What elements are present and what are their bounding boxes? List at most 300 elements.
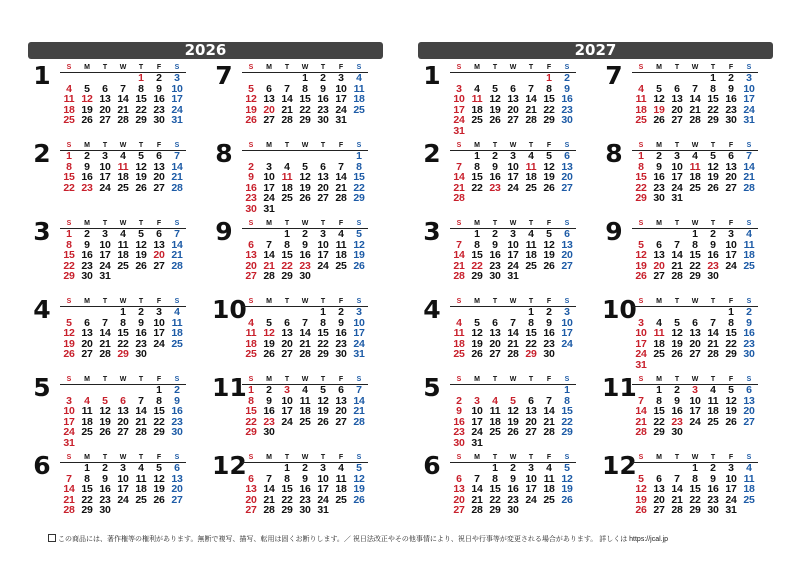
day-cell: 23 [135,337,147,350]
day-cell: 27 [525,426,537,438]
day-cell: 18 [117,249,129,261]
day-cell: 15 [653,405,665,417]
day-cell: 8 [692,238,698,251]
day-cell: 17 [153,327,165,339]
weekday-label: F [156,142,162,149]
day-cell: 23 [317,103,329,116]
day-cell: 21 [63,493,75,506]
day-cell: 2 [674,384,680,396]
day-cell: 2 [338,306,344,318]
day-cell: 10 [453,93,465,105]
day-cell: 15 [561,405,573,417]
day-cell: 3 [120,462,126,474]
day-cell: 2 [564,72,570,84]
weekday-label: S [248,220,254,227]
weekday-label: S [564,220,570,227]
day-cell: 11 [689,160,701,173]
day-cell: 17 [453,103,465,116]
day-cell: 19 [507,415,519,428]
day-cell: 5 [638,472,644,485]
day-cell: 7 [284,82,290,95]
day-cell: 6 [656,238,662,251]
day-cell: 17 [507,171,519,183]
day-cell: 2 [656,150,662,162]
day-cell: 31 [335,114,347,126]
day-cell: 11 [653,327,665,339]
day-cell: 14 [453,171,465,183]
month-2026-2 [30,139,185,212]
day-cell: 10 [471,405,483,417]
weekday-label: W [301,142,309,149]
day-cell: 15 [543,93,555,105]
day-cell: 22 [135,103,147,116]
day-cell: 15 [63,171,75,183]
day-cell: 3 [510,228,516,240]
weekday-label: M [474,376,480,383]
day-cell: 22 [281,259,293,272]
weekday-label: S [564,454,570,461]
day-cell: 24 [99,181,111,194]
month-2027-8 [602,139,757,212]
day-cell: 10 [689,394,701,407]
weekday-label: S [456,64,462,71]
day-cell: 10 [335,82,347,95]
day-cell: 5 [156,462,162,474]
weekday-label: W [119,454,127,461]
weekday-label: W [509,298,517,305]
month-number: 12 [602,451,637,480]
day-cell: 18 [117,171,129,183]
week-row [242,484,368,495]
day-cell: 28 [263,270,275,282]
day-cell: 5 [102,394,108,407]
weekday-label: T [528,298,534,305]
day-cell: 28 [171,181,183,194]
weekday-label: S [638,64,644,71]
day-cell: 25 [525,259,537,272]
month-grid [632,454,758,516]
weekday-label: T [710,64,716,71]
weekday-label: W [301,376,309,383]
weekday-label: F [728,298,734,305]
day-cell: 1 [248,384,254,396]
day-cell: 28 [671,270,683,282]
day-cell: 25 [335,493,347,506]
day-cell: 7 [356,384,362,396]
week-row [450,115,576,126]
day-cell: 24 [117,493,129,506]
day-cell: 7 [174,150,180,162]
day-cell: 21 [281,103,293,116]
day-cell: 5 [356,462,362,474]
day-cell: 15 [707,93,719,105]
day-cell: 4 [546,462,552,474]
day-cell: 28 [299,348,311,360]
day-cell: 3 [728,228,734,240]
day-cell: 12 [353,238,365,251]
day-cell: 7 [66,472,72,485]
day-cell: 7 [174,228,180,240]
day-cell: 28 [171,259,183,272]
weekday-header [60,64,186,73]
footer-text: この商品には、著作権等の権利があります。無断で複写、描写、転用は固くお断りします。／ 祝日法改正やその他事情により、祝日や行事等が変更される場合があります。 詳しくは https://jcal.jp [58,536,669,543]
day-cell: 22 [543,103,555,116]
weekday-label: W [119,220,127,227]
weekday-label: T [674,220,680,227]
month-number: 10 [212,295,247,324]
weekday-label: S [174,454,180,461]
weekday-label: S [356,64,362,71]
day-cell: 12 [707,160,719,173]
day-cell: 2 [710,462,716,474]
day-cell: 9 [138,316,144,329]
day-cell: 25 [171,337,183,350]
day-cell: 23 [99,493,111,506]
day-cell: 7 [528,82,534,95]
day-cell: 13 [525,405,537,417]
week-row [242,328,368,339]
day-cell: 30 [561,114,573,126]
weekday-label: S [174,142,180,149]
day-cell: 11 [245,327,257,339]
day-cell: 9 [302,238,308,251]
week-row [632,385,758,396]
day-cell: 4 [528,150,534,162]
day-cell: 16 [299,483,311,495]
day-cell: 18 [635,103,647,116]
weekday-header [450,298,576,307]
day-cell: 24 [507,259,519,272]
day-cell: 27 [281,348,293,360]
month-number: 6 [33,451,51,480]
day-cell: 25 [453,348,465,360]
day-cell: 25 [635,114,647,126]
day-cell: 4 [66,82,72,95]
day-cell: 7 [674,238,680,251]
day-cell: 9 [510,472,516,485]
day-cell: 14 [635,405,647,417]
checkbox-square-icon [48,534,56,542]
day-cell: 15 [471,249,483,261]
month-number: 8 [605,139,623,168]
month-number: 5 [423,373,441,402]
week-row [242,94,368,105]
day-cell: 21 [743,171,755,183]
month-2027-2 [420,139,575,212]
weekday-label: S [174,220,180,227]
day-cell: 26 [63,348,75,360]
day-cell: 21 [171,171,183,183]
weekday-header [242,142,368,151]
day-cell: 4 [638,82,644,95]
day-cell: 22 [281,493,293,506]
day-cell: 5 [638,238,644,251]
day-cell: 10 [63,405,75,417]
day-cell: 28 [743,181,755,194]
day-cell: 30 [135,348,147,360]
week-row [242,427,368,438]
day-cell: 1 [564,384,570,396]
day-cell: 23 [263,415,275,428]
week-row [450,505,576,516]
day-cell: 18 [81,415,93,428]
day-cell: 16 [507,483,519,495]
day-cell: 14 [135,405,147,417]
day-cell: 1 [474,228,480,240]
day-cell: 17 [743,93,755,105]
weekday-label: T [284,64,290,71]
day-cell: 17 [99,171,111,183]
weekday-label: M [474,220,480,227]
day-cell: 27 [317,192,329,204]
week-row [632,360,758,371]
day-cell: 24 [725,259,737,272]
week-row [632,229,758,240]
day-cell: 15 [525,327,537,339]
day-cell: 21 [635,415,647,428]
day-cell: 20 [653,493,665,506]
day-cell: 31 [353,348,365,360]
day-cell: 9 [84,160,90,173]
day-cell: 10 [353,316,365,329]
day-cell: 18 [335,483,347,495]
day-cell: 15 [489,483,501,495]
weekday-label: T [284,142,290,149]
week-row [632,328,758,339]
month-grid [60,298,186,360]
day-cell: 5 [546,228,552,240]
day-cell: 2 [84,150,90,162]
week-row [60,307,186,318]
weekday-label: S [174,64,180,71]
month-number: 1 [423,61,441,90]
day-cell: 6 [728,150,734,162]
day-cell: 22 [635,181,647,194]
day-cell: 18 [707,405,719,417]
day-cell: 16 [743,327,755,339]
day-cell: 31 [317,504,329,516]
day-cell: 24 [525,493,537,506]
day-cell: 19 [353,483,365,495]
day-cell: 15 [689,249,701,261]
day-cell: 31 [743,114,755,126]
day-cell: 16 [81,171,93,183]
month-number: 9 [605,217,623,246]
day-cell: 8 [474,238,480,251]
week-row [60,495,186,506]
day-cell: 21 [453,259,465,272]
day-cell: 9 [302,472,308,485]
weekday-label: T [492,454,498,461]
day-cell: 29 [561,426,573,438]
day-cell: 12 [263,327,275,339]
weekday-label: S [638,376,644,383]
day-cell: 24 [635,348,647,360]
day-cell: 30 [743,348,755,360]
day-cell: 10 [561,316,573,329]
day-cell: 6 [320,160,326,173]
day-cell: 14 [171,238,183,251]
weekday-label: W [509,454,517,461]
day-cell: 30 [153,114,165,126]
day-cell: 17 [171,93,183,105]
month-number: 2 [423,139,441,168]
day-cell: 3 [456,82,462,95]
weekday-label: T [528,376,534,383]
day-cell: 17 [353,327,365,339]
day-cell: 29 [135,114,147,126]
day-cell: 26 [635,270,647,282]
day-cell: 4 [746,462,752,474]
day-cell: 16 [543,327,555,339]
day-cell: 23 [561,103,573,116]
month-grid [632,142,758,204]
day-cell: 2 [492,150,498,162]
day-cell: 12 [245,93,257,105]
day-cell: 11 [135,472,147,485]
month-number: 4 [33,295,51,324]
day-cell: 19 [543,171,555,183]
day-cell: 2 [84,228,90,240]
week-row [450,307,576,318]
day-cell: 12 [543,160,555,173]
day-cell: 29 [489,504,501,516]
day-cell: 1 [638,150,644,162]
month-grid [60,142,186,193]
day-cell: 26 [299,192,311,204]
day-cell: 11 [743,472,755,485]
day-cell: 8 [692,472,698,485]
day-cell: 17 [63,415,75,428]
weekday-label: T [320,298,326,305]
day-cell: 24 [671,181,683,194]
day-cell: 12 [63,327,75,339]
day-cell: 14 [263,483,275,495]
day-cell: 7 [510,316,516,329]
weekday-label: M [84,376,90,383]
day-cell: 25 [707,415,719,428]
weekday-label: T [492,64,498,71]
day-cell: 20 [99,103,111,116]
day-cell: 19 [707,171,719,183]
month-grid [242,298,368,360]
day-cell: 3 [528,462,534,474]
day-cell: 29 [117,348,129,360]
weekday-label: S [356,220,362,227]
day-cell: 6 [156,228,162,240]
weekday-label: T [674,142,680,149]
day-cell: 23 [707,493,719,506]
day-cell: 11 [471,93,483,105]
day-cell: 13 [263,93,275,105]
weekday-label: M [266,298,272,305]
day-cell: 13 [281,327,293,339]
week-row [632,250,758,261]
day-cell: 15 [635,171,647,183]
day-cell: 18 [525,249,537,261]
day-cell: 16 [263,405,275,417]
day-cell: 7 [674,472,680,485]
week-row [450,328,576,339]
week-row [450,427,576,438]
day-cell: 26 [153,493,165,506]
day-cell: 14 [335,171,347,183]
day-cell: 8 [546,82,552,95]
day-cell: 5 [474,316,480,329]
week-row [242,505,368,516]
day-cell: 22 [725,337,737,350]
day-cell: 14 [471,483,483,495]
weekday-label: S [746,142,752,149]
day-cell: 3 [174,72,180,84]
day-cell: 8 [302,82,308,95]
day-cell: 8 [66,238,72,251]
month-2026-7 [212,61,367,134]
day-cell: 8 [638,160,644,173]
weekday-label: S [638,142,644,149]
day-cell: 27 [561,181,573,194]
month-2026-8 [212,139,367,215]
day-cell: 10 [743,82,755,95]
day-cell: 14 [525,93,537,105]
month-2027-1 [420,61,575,137]
day-cell: 29 [353,192,365,204]
month-number: 9 [215,217,233,246]
weekday-label: M [656,376,662,383]
day-cell: 28 [63,504,75,516]
month-2027-3 [420,217,575,290]
day-cell: 25 [245,348,257,360]
day-cell: 24 [353,337,365,350]
month-number: 7 [605,61,623,90]
day-cell: 1 [84,462,90,474]
weekday-label: S [456,376,462,383]
weekday-label: W [119,64,127,71]
day-cell: 18 [689,171,701,183]
day-cell: 17 [471,415,483,428]
weekday-header [632,64,758,73]
day-cell: 4 [656,316,662,329]
weekday-label: S [248,376,254,383]
weekday-label: W [301,454,309,461]
week-row [450,126,576,137]
day-cell: 18 [353,93,365,105]
day-cell: 1 [656,384,662,396]
day-cell: 23 [507,493,519,506]
day-cell: 2 [746,306,752,318]
day-cell: 26 [353,493,365,506]
day-cell: 5 [710,150,716,162]
day-cell: 23 [299,493,311,506]
day-cell: 15 [471,171,483,183]
day-cell: 28 [671,504,683,516]
day-cell: 25 [135,493,147,506]
month-2026-6 [30,451,185,524]
day-cell: 25 [299,415,311,428]
week-row [450,438,576,449]
day-cell: 23 [725,103,737,116]
day-cell: 22 [689,493,701,506]
day-cell: 5 [564,462,570,474]
day-cell: 20 [281,337,293,350]
day-cell: 22 [561,415,573,428]
day-cell: 20 [561,171,573,183]
day-cell: 11 [353,82,365,95]
day-cell: 21 [299,337,311,350]
month-grid [632,298,758,370]
day-cell: 1 [66,228,72,240]
day-cell: 6 [174,462,180,474]
